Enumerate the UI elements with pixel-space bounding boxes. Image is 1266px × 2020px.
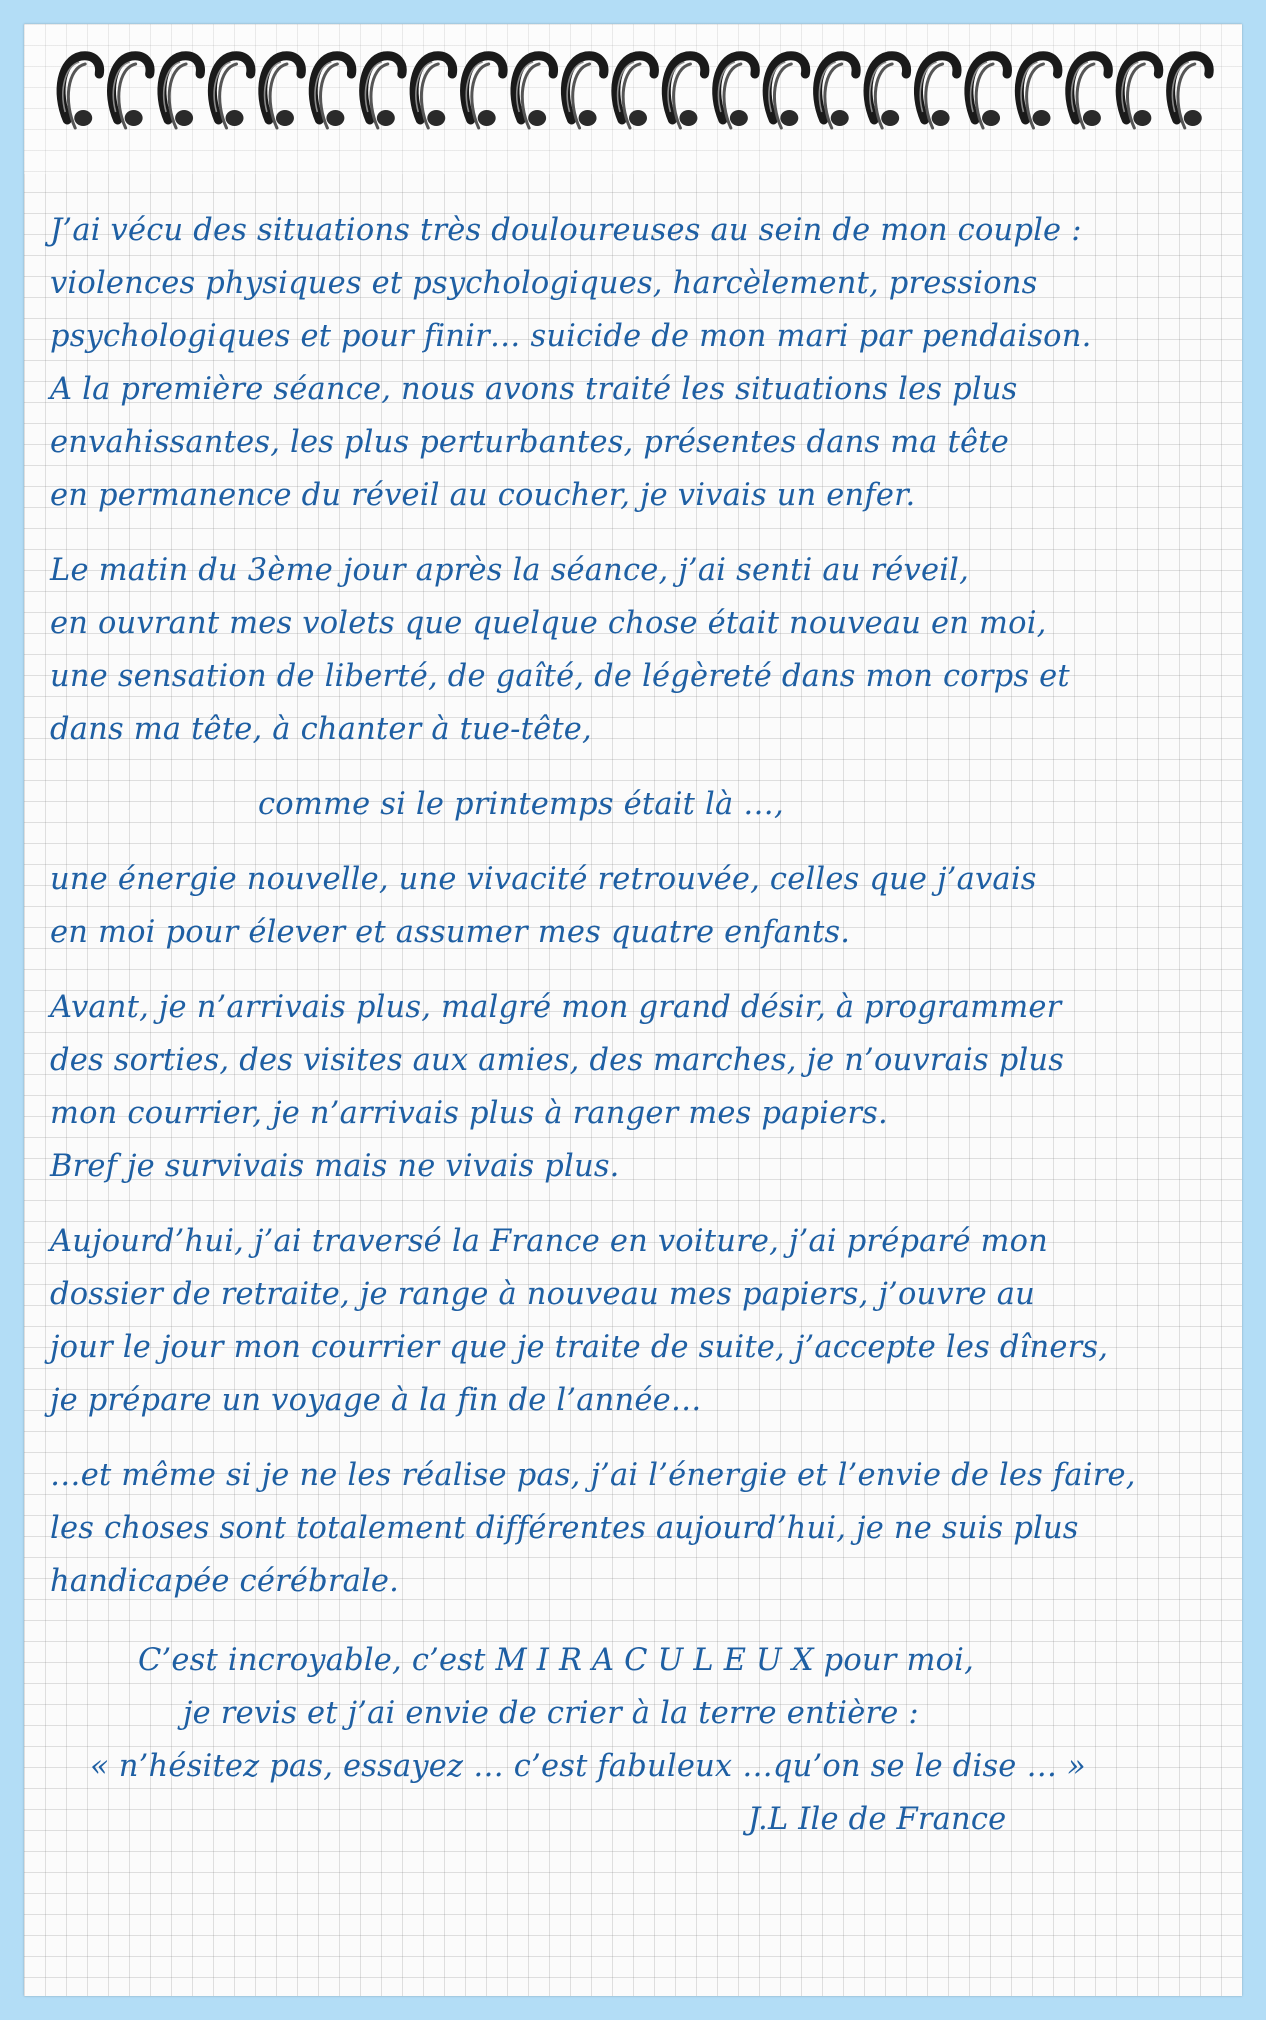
text-line: Avant, je n’arrivais plus, malgré mon grand désir, à programmer: [50, 990, 1062, 1025]
text-line: Le matin du 3ème jour après la séance, j’ai senti au réveil,: [50, 553, 970, 588]
spiral-coil: [918, 56, 957, 128]
notebook-page: [24, 24, 1242, 1996]
spiral-coil: [515, 56, 554, 128]
spiral-coil: [666, 56, 705, 128]
spiral-coil: [212, 56, 251, 128]
closing-line: « n’hésitez pas, essayez … c’est fabuleux …qu’on se le dise … »: [90, 1749, 1086, 1784]
spiral-coil: [1019, 56, 1058, 128]
signature: J.L Ile de France: [748, 1802, 1007, 1837]
text-line: en moi pour élever et assumer mes quatre enfants.: [50, 915, 851, 950]
closing-line: je revis et j’ai envie de crier à la terre entière :: [183, 1696, 919, 1731]
spiral-coil: [868, 56, 907, 128]
text-line: A la première séance, nous avons traité les situations les plus: [50, 372, 1018, 407]
spiral-coil: [61, 56, 100, 128]
text-line: …et même si je ne les réalise pas, j’ai l’énergie et l’envie de les faire,: [50, 1458, 1136, 1493]
text-line: handicapée cérébrale.: [50, 1564, 400, 1599]
centered-line: comme si le printemps était là …,: [258, 787, 784, 822]
text-line: jour le jour mon courrier que je traite de suite, j’accepte les dîners,: [50, 1330, 1109, 1365]
letter-text: [50, 204, 1220, 1846]
spiral-coil: [111, 56, 150, 128]
text-line: dossier de retraite, je range à nouveau mes papiers, j’ouvre au: [50, 1277, 1035, 1312]
text-line: les choses sont totalement différentes aujourd’hui, je ne suis plus: [50, 1511, 1079, 1546]
spiral-coil: [1120, 56, 1159, 128]
spiral-coil: [414, 56, 453, 128]
text-line: J’ai vécu des situations très douloureuses au sein de mon couple :: [50, 213, 1082, 248]
spiral-coil: [162, 56, 201, 128]
spiral-coil: [1070, 56, 1109, 128]
spiral-coil: [1171, 56, 1210, 128]
text-line: en permanence du réveil au coucher, je vivais un enfer.: [50, 478, 916, 513]
closing-line: C’est incroyable, c’est M I R A C U L E U X pour moi,: [138, 1643, 975, 1678]
spiral-coil: [767, 56, 806, 128]
text-line: mon courrier, je n’arrivais plus à ranger mes papiers.: [50, 1096, 888, 1131]
text-line: dans ma tête, à chanter à tue-tête,: [50, 712, 592, 747]
spiral-binding-icon: [54, 42, 1214, 152]
text-line: envahissantes, les plus perturbantes, présentes dans ma tête: [50, 425, 1010, 460]
spiral-coil: [565, 56, 604, 128]
text-line: une sensation de liberté, de gaîté, de légèreté dans mon corps et: [50, 659, 1070, 694]
spiral-coil: [364, 56, 403, 128]
text-line: Aujourd’hui, j’ai traversé la France en voiture, j’ai préparé mon: [50, 1224, 1049, 1259]
text-line: violences physiques et psychologiques, harcèlement, pressions: [50, 266, 1038, 301]
spiral-coil: [717, 56, 756, 128]
text-line: en ouvrant mes volets que quelque chose était nouveau en moi,: [50, 606, 1047, 641]
text-line: psychologiques et pour finir… suicide de mon mari par pendaison.: [50, 319, 1092, 354]
closing-block: [50, 1634, 1220, 1793]
spiral-coil: [616, 56, 655, 128]
spiral-coil: [263, 56, 302, 128]
spiral-coil: [818, 56, 857, 128]
text-line: des sorties, des visites aux amies, des marches, je n’ouvrais plus: [50, 1043, 1065, 1078]
spiral-coil: [465, 56, 504, 128]
spiral-coil: [969, 56, 1008, 128]
text-line: Bref je survivais mais ne vivais plus.: [50, 1149, 620, 1184]
text-line: une énergie nouvelle, une vivacité retrouvée, celles que j’avais: [50, 862, 1037, 897]
text-line: je prépare un voyage à la fin de l’année…: [50, 1383, 702, 1418]
spiral-coil: [313, 56, 352, 128]
